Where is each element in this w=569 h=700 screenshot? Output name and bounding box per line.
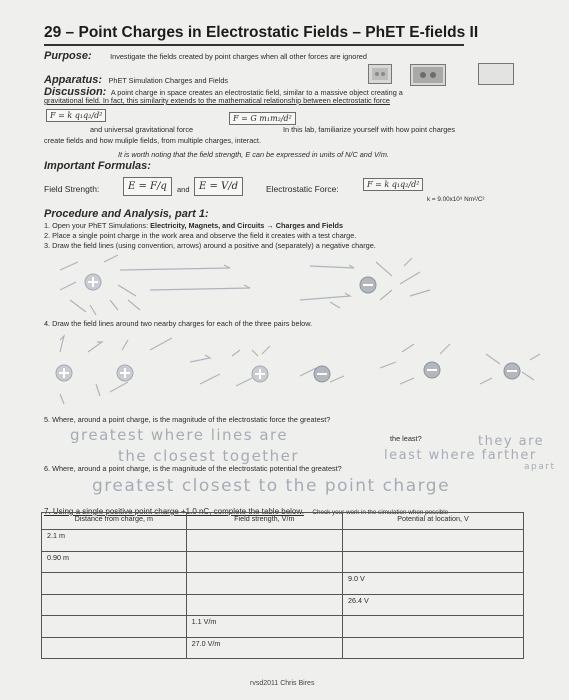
step1-path: Electricity, Magnets, and Circuits → Charges and Fields	[150, 221, 344, 230]
discussion-line1: A point charge in space creates an electrostatic field, similar to a massive object creating a	[110, 88, 403, 97]
header-distance: Distance from charge, m	[42, 513, 187, 530]
discussion-line4: create fields and how muliple fields, from multiple charges, interact.	[44, 136, 261, 145]
answer5-least-line2: least where farther	[384, 448, 537, 463]
table-row	[42, 594, 524, 616]
procedure-step2: 2. Place a single point charge in the work area and observe the field it creates with a test charge.	[44, 231, 357, 240]
answer5-line1: greatest where lines are	[70, 426, 289, 444]
field-force-formula: E = F/q	[123, 177, 172, 196]
table-cell[interactable]	[42, 637, 187, 659]
table-cell[interactable]: 2.1 m	[42, 530, 187, 552]
apparatus-label: Apparatus:	[44, 74, 103, 86]
procedure-step4: 4. Draw the field lines around two nearby charges for each of the three pairs below.	[44, 319, 313, 328]
table-cell[interactable]	[42, 573, 187, 595]
table-cell[interactable]: 26.4 V	[343, 594, 524, 616]
procedure-step5-least: the least?	[390, 434, 422, 443]
answer5-least-line3: apart	[524, 462, 556, 472]
lab-number: 29	[44, 24, 62, 41]
table-cell[interactable]: 27.0 V/m	[186, 637, 342, 659]
table-header-row	[42, 513, 524, 530]
positive-charge-icon	[85, 274, 101, 290]
table-row	[42, 616, 524, 638]
step1-prefix: 1. Open your PhET Simulations:	[44, 221, 151, 230]
k-constant: k = 9.00x10⁹ Nm²/C²	[427, 196, 485, 203]
table-row	[42, 530, 524, 552]
table-cell[interactable]	[42, 616, 187, 638]
header-field-strength: Field strength, V/m	[186, 513, 342, 530]
table-cell[interactable]: 1.1 V/m	[186, 616, 342, 638]
results-table	[41, 512, 524, 659]
coulomb-formula: F = k q₁q₂/d²	[46, 109, 106, 122]
gravity-formula: F = G m₁m₂/d²	[229, 112, 296, 125]
procedure-label: Procedure and Analysis, part 1:	[44, 208, 209, 220]
discussion-label: Discussion:	[44, 86, 107, 98]
table-row	[42, 551, 524, 573]
field-strength-label: Field Strength:	[44, 184, 100, 194]
table-row	[42, 573, 524, 595]
discussion-line3b: In this lab, familiarize yourself with how point charges	[283, 125, 455, 134]
step7-text: 7. Using a single positive point charge +1.0 nC, complete the table below.	[44, 507, 304, 516]
table-cell[interactable]	[186, 530, 342, 552]
table-cell[interactable]	[186, 551, 342, 573]
purpose-label: Purpose:	[44, 50, 92, 62]
table-cell[interactable]	[42, 594, 187, 616]
answer5-line2: the closest together	[118, 447, 300, 465]
electrostatic-force-label: Electrostatic Force:	[266, 184, 339, 194]
procedure-step6: 6. Where, around a point charge, is the magnitude of the electrostatic potential the greatest?	[44, 464, 342, 473]
header-potential: Potential at location, V	[343, 513, 524, 530]
electrostatic-force-formula: F = k q₁q₂/d²	[363, 178, 423, 191]
table-cell[interactable]	[186, 594, 342, 616]
formulas-label: Important Formulas:	[44, 160, 151, 172]
table-row	[42, 637, 524, 659]
field-voltage-formula: E = V/d	[194, 177, 243, 196]
answer6: greatest closest to the point charge	[92, 476, 451, 496]
answer5-least-line1: they are	[478, 434, 545, 449]
table-cell[interactable]: 0.90 m	[42, 551, 187, 573]
table-cell[interactable]	[186, 573, 342, 595]
discussion-line2: gravitational field. In fact, this similarity extends to the mathematical relationship between electrostatic force	[44, 96, 390, 105]
table-cell[interactable]	[343, 616, 524, 638]
formulas-and: and	[177, 185, 190, 194]
procedure-step5: 5. Where, around a point charge, is the magnitude of the electrostatic force the greatest?	[44, 415, 331, 424]
footer-credit: rvsd2011 Chris Bires	[250, 680, 315, 687]
table-cell[interactable]	[343, 551, 524, 573]
negative-charge-icon	[360, 277, 376, 293]
table-cell[interactable]	[343, 637, 524, 659]
purpose-text: Investigate the fields created by point charges when all other forces are ignored	[110, 52, 367, 61]
table-cell[interactable]: 9.0 V	[343, 573, 524, 595]
discussion-line3a: and universal gravitational force	[90, 125, 194, 134]
apparatus-text: PhET Simulation Charges and Fields	[108, 76, 229, 85]
lab-title: – Point Charges in Electrostatic Fields – PhET E-fields II	[61, 24, 479, 41]
step7-note: Check your work in the simulation when possible	[312, 509, 449, 516]
discussion-note: It is worth noting that the field strength, E can be expressed in units of N/C and V/m.	[118, 150, 389, 159]
procedure-step3: 3. Draw the field lines (using convention, arrows) around a positive and (separately) a negative charge.	[44, 241, 376, 250]
table-cell[interactable]	[343, 530, 524, 552]
